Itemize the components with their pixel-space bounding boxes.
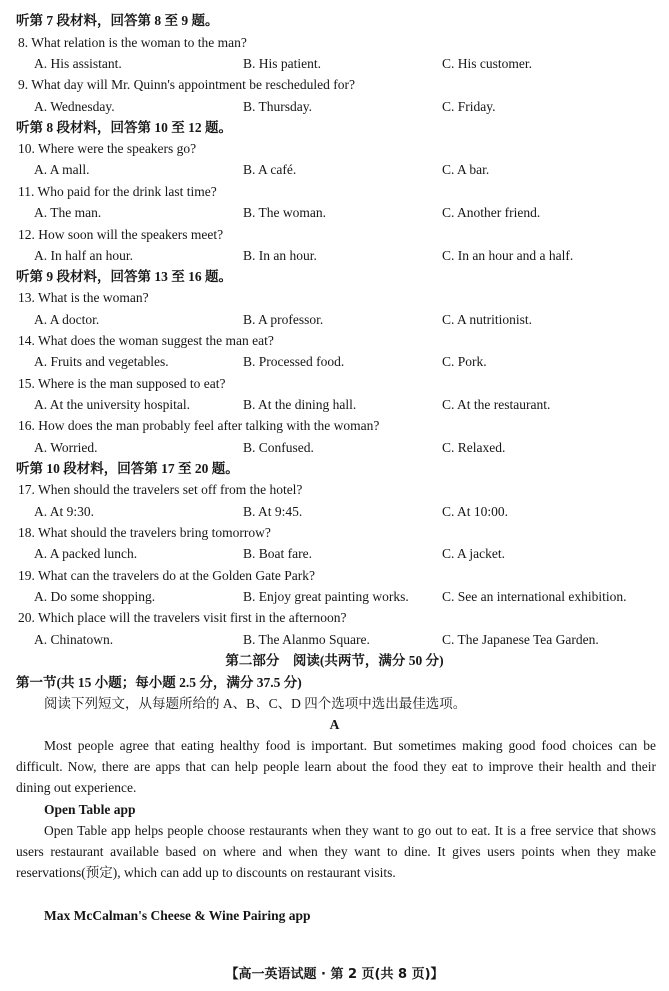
question-10-options [0,159,669,180]
app-title-open-table: Open Table app [44,802,136,817]
option-a: A. The man. [34,205,102,220]
option-b: B. The woman. [243,205,326,220]
option-a: A. At the university hospital. [34,397,190,412]
option-a: A. Do some shopping. [34,589,156,604]
section-9-header: 听第 9 段材料，回答第 13 至 16 题。 [16,269,232,284]
option-c: C. His customer. [442,56,532,71]
option-c: C. In an hour and a half. [442,248,574,263]
question-12: 12. How soon will the speakers meet? [18,227,224,242]
question-13-options [0,309,669,330]
question-19-options [0,586,669,607]
question-9-options [0,96,669,117]
question-14-options [0,351,669,372]
passage-paragraph-1: Most people agree that eating healthy food is important. But sometimes making good food choices can be difficult. Now, there are apps that can help people learn about the food they eat to improve their health and their dining out experience. [16,738,656,796]
question-12-options [0,245,669,266]
question-18-options [0,543,669,564]
option-c: C. See an international exhibition. [442,589,627,604]
section-10-header: 听第 10 段材料，回答第 17 至 20 题。 [16,461,239,476]
question-17: 17. When should the travelers set off from the hotel? [18,482,303,497]
option-b: B. Boat fare. [243,546,312,561]
option-a: A. Wednesday. [34,99,115,114]
option-a: A. Chinatown. [34,632,114,647]
option-a: A. A doctor. [34,312,100,327]
option-c: C. At 10:00. [442,504,509,519]
question-15-options [0,394,669,415]
question-16-options [0,437,669,458]
option-b: B. In an hour. [243,248,317,263]
option-c: C. At the restaurant. [442,397,551,412]
section-8-header: 听第 8 段材料，回答第 10 至 12 题。 [16,120,232,135]
option-a: A. A mall. [34,162,90,177]
option-c: C. Relaxed. [442,440,506,455]
option-b: B. The Alanmo Square. [243,632,370,647]
question-8: 8. What relation is the woman to the man? [18,35,247,50]
question-10: 10. Where were the speakers go? [18,141,197,156]
question-8-options [0,53,669,74]
passage-paragraph-2: Open Table app helps people choose restaurants when they want to go out to eat. It is a free service that shows users restaurant available based on where and when they want to dine. It gives users points when they make reservations(预定), which can add up to discounts on restaurant visits. [16,823,656,881]
option-b: B. Processed food. [243,354,345,369]
option-c: C. A jacket. [442,546,505,561]
option-b: B. A professor. [243,312,324,327]
question-13: 13. What is the woman? [18,290,149,305]
option-c: C. Friday. [442,99,496,114]
option-a: A. A packed lunch. [34,546,138,561]
option-a: A. In half an hour. [34,248,133,263]
option-b: B. His patient. [243,56,321,71]
option-b: B. At the dining hall. [243,397,357,412]
section-7-header: 听第 7 段材料，回答第 8 至 9 题。 [16,13,219,28]
option-a: A. Worried. [34,440,98,455]
question-16: 16. How does the man probably feel after talking with the woman? [18,418,380,433]
page-footer: 【高一英语试题 · 第 2 页(共 8 页)】 [225,967,444,982]
section-1-title: 第一节(共 15 小题；每小题 2.5 分，满分 37.5 分) [16,675,302,690]
option-c: C. Pork. [442,354,487,369]
question-20-options [0,629,669,650]
passage-letter: A [329,717,340,732]
option-b: B. Enjoy great painting works. [243,589,409,604]
option-b: B. Thursday. [243,99,312,114]
option-c: C. Another friend. [442,205,541,220]
question-20: 20. Which place will the travelers visit first in the afternoon? [18,610,347,625]
option-b: B. A café. [243,162,297,177]
option-b: B. At 9:45. [243,504,303,519]
option-c: C. A bar. [442,162,490,177]
question-17-options [0,501,669,522]
option-a: A. Fruits and vegetables. [34,354,169,369]
reading-instruction: 阅读下列短文，从每题所给的 A、B、C、D 四个选项中选出最佳选项。 [44,696,467,711]
question-9: 9. What day will Mr. Quinn's appointment be rescheduled for? [18,77,355,92]
option-a: A. At 9:30. [34,504,95,519]
question-11: 11. Who paid for the drink last time? [18,184,217,199]
question-19: 19. What can the travelers do at the Golden Gate Park? [18,568,316,583]
option-c: C. The Japanese Tea Garden. [442,632,599,647]
option-b: B. Confused. [243,440,314,455]
question-15: 15. Where is the man supposed to eat? [18,376,226,391]
option-a: A. His assistant. [34,56,122,71]
question-11-options [0,202,669,223]
option-c: C. A nutritionist. [442,312,533,327]
app-title-cheese-wine: Max McCalman's Cheese & Wine Pairing app [44,908,311,923]
part-2-title: 第二部分 阅读(共两节，满分 50 分) [225,653,444,668]
question-14: 14. What does the woman suggest the man eat? [18,333,274,348]
question-18: 18. What should the travelers bring tomorrow? [18,525,271,540]
